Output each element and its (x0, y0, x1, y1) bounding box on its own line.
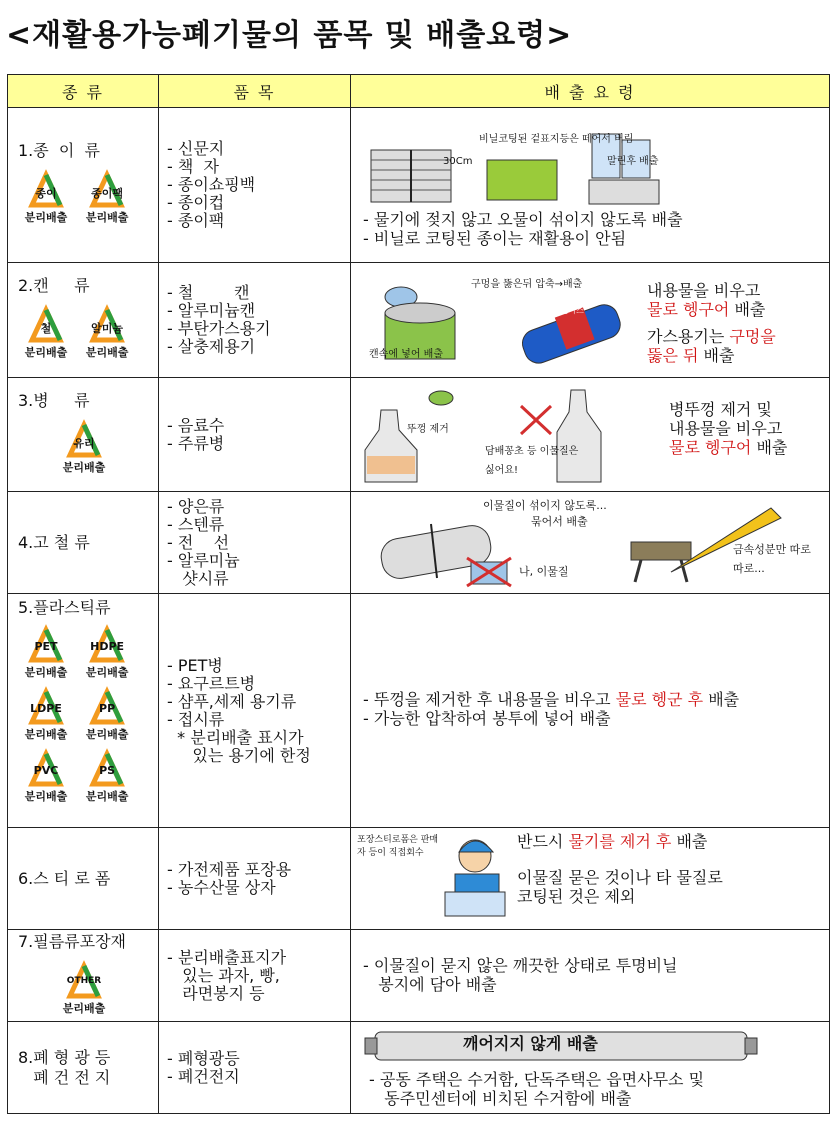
category-label: 3.병 류 (18, 390, 90, 410)
note-puncture: 구멍을 뚫은뒤 압축→배출 (471, 279, 583, 290)
note-coated: 비닐코팅된 겉표지등은 떼어서 버림 (479, 134, 634, 145)
category-label: 6.스 티 로 폼 (18, 868, 111, 888)
method-line: 내용물을 비우고 (669, 419, 783, 438)
recycle-logo-paperpack: 종이팩 분리배출 (79, 167, 135, 225)
recycle-logo-other: OTHER 분리배출 (56, 958, 112, 1016)
category-cell (8, 492, 159, 594)
category-cell (8, 594, 159, 828)
category-label: 1.종 이 류 (18, 141, 100, 160)
note-cigarette: 담배꽁초 등 이물질은 싫어요! (485, 446, 579, 476)
items-cell: - 가전제품 포장용 - 농수산물 상자 (159, 828, 351, 930)
note-cap: 뚜껑 제거 (407, 424, 449, 435)
recycle-logo-pet: PET 분리배출 (18, 622, 74, 680)
method-cell (351, 108, 830, 263)
category-cell (8, 108, 159, 263)
items-cell: - 음료수 - 주류병 (159, 378, 351, 492)
items-cell: - 폐형광등 - 폐건전지 (159, 1022, 351, 1114)
category-cell (8, 378, 159, 492)
styrofoam-worker-illustration (441, 834, 521, 924)
recycle-logo-aluminum: 알미늄 분리배출 (79, 302, 135, 360)
method-line: - 가능한 압착하여 봉투에 넣어 배출 (363, 709, 611, 728)
recycle-logo-glass: 유리 분리배출 (56, 417, 112, 475)
recycling-table (7, 74, 830, 1114)
category-label: 4.고 철 류 (18, 532, 90, 552)
tube-label: 깨어지지 않게 배출 (463, 1034, 598, 1053)
table-row (8, 1022, 830, 1114)
note-inside-can: 캔속에 넣어 배출 (369, 349, 443, 360)
header-category: 종 류 (8, 75, 159, 108)
note-bundle: 묶어서 배출 (531, 515, 588, 528)
category-label: 5.플라스틱류 (18, 598, 111, 617)
recycle-logo-hdpe: HDPE 분리배출 (79, 622, 135, 680)
table-row (8, 108, 830, 263)
method-line: 병뚜껑 제거 및 (669, 400, 772, 419)
method-line: 반드시 물기를 제거 후 배출 (517, 832, 708, 851)
method-line: - 비닐로 코팅된 종이는 재활용이 안됨 (363, 229, 627, 248)
category-label: 2.캔 류 (18, 276, 90, 295)
method-line: - 뚜껑을 제거한 후 내용물을 비우고 물로 헹군 후 배출 (363, 690, 740, 709)
table-row (8, 378, 830, 492)
method-line: 가스용기는 구멍을 (647, 327, 776, 346)
method-line: - 공동 주택은 수거함, 단독주택은 읍면사무소 및 (369, 1070, 705, 1089)
note-seller-collect: 포장스티로폼은 판매자 등이 직접회수 (357, 835, 439, 858)
method-cell (351, 1022, 830, 1114)
category-cell (8, 930, 159, 1022)
method-line: 동주민센터에 비치된 수거함에 배출 (369, 1089, 632, 1108)
recycle-logo-ldpe: LDPE 분리배출 (18, 684, 74, 742)
table-row (8, 492, 830, 594)
method-cell (351, 492, 830, 594)
note-no-foreign: 이물질이 섞이지 않도록... (483, 499, 607, 512)
method-line: 물로 헹구어 배출 (669, 438, 788, 457)
method-line: 뚫은 뒤 배출 (647, 346, 735, 365)
recycle-logo-paper: 종이 분리배출 (18, 167, 74, 225)
header-method: 배 출 요 령 (351, 75, 830, 108)
note-metal-only: 금속성분만 따로따로... (733, 543, 811, 575)
items-cell: - 신문지 - 책 자 - 종이쇼핑백 - 종이컵 - 종이팩 (159, 108, 351, 263)
method-cell (351, 594, 830, 828)
method-line: 코팅된 것은 제외 (517, 887, 636, 906)
recycle-logo-iron: 철 분리배출 (18, 302, 74, 360)
header-items: 품 목 (159, 75, 351, 108)
page-title: <재활용가능폐기물의 품목 및 배출요령> (6, 18, 573, 53)
note-foreign: 나, 이물질 (519, 565, 569, 578)
table-header-row (8, 75, 830, 108)
table-row (8, 263, 830, 378)
method-line: 이물질 묻은 것이나 타 물질로 (517, 868, 723, 887)
items-cell: - 분리배출표지가 있는 과자, 빵, 라면봉지 등 (159, 930, 351, 1022)
method-line: 봉지에 담아 배출 (363, 975, 497, 994)
recycle-logo-pp: PP 분리배출 (79, 684, 135, 742)
category-cell (8, 263, 159, 378)
table-row (8, 930, 830, 1022)
recycle-logo-ps: PS 분리배출 (79, 746, 135, 804)
method-line: 내용물을 비우고 (647, 281, 761, 300)
note-dried: 말린후 배출 (607, 156, 659, 167)
method-cell (351, 263, 830, 378)
method-cell (351, 378, 830, 492)
method-cell (351, 828, 830, 930)
items-cell: - 철 캔 - 알루미늄캔 - 부탄가스용기 - 살충제용기 (159, 263, 351, 378)
category-label: 7.필름류포장재 (18, 931, 127, 951)
recycle-logo-pvc: PVC 분리배출 (18, 746, 74, 804)
method-cell (351, 930, 830, 1022)
category-label: 8.폐 형 광 등 폐 건 전 지 (18, 1047, 111, 1087)
table-row (8, 828, 830, 930)
note-butane: 부탄가스 (553, 306, 584, 315)
items-cell: - PET병 - 요구르트병 - 샴푸,세제 용기류 - 접시류 * 분리배출 표시가 있는 용기에 한정 (159, 594, 351, 828)
category-cell (8, 828, 159, 930)
method-line: 물로 헹구어 배출 (647, 300, 766, 319)
method-line: - 이물질이 묻지 않은 깨끗한 상태로 투명비닐 (363, 956, 678, 975)
items-cell: - 양은류 - 스텐류 - 전 선 - 알루미늄 샷시류 (159, 492, 351, 594)
note-size: 30Cm (443, 156, 473, 167)
table-row (8, 594, 830, 828)
method-line: - 물기에 젖지 않고 오물이 섞이지 않도록 배출 (363, 210, 683, 229)
category-cell (8, 1022, 159, 1114)
